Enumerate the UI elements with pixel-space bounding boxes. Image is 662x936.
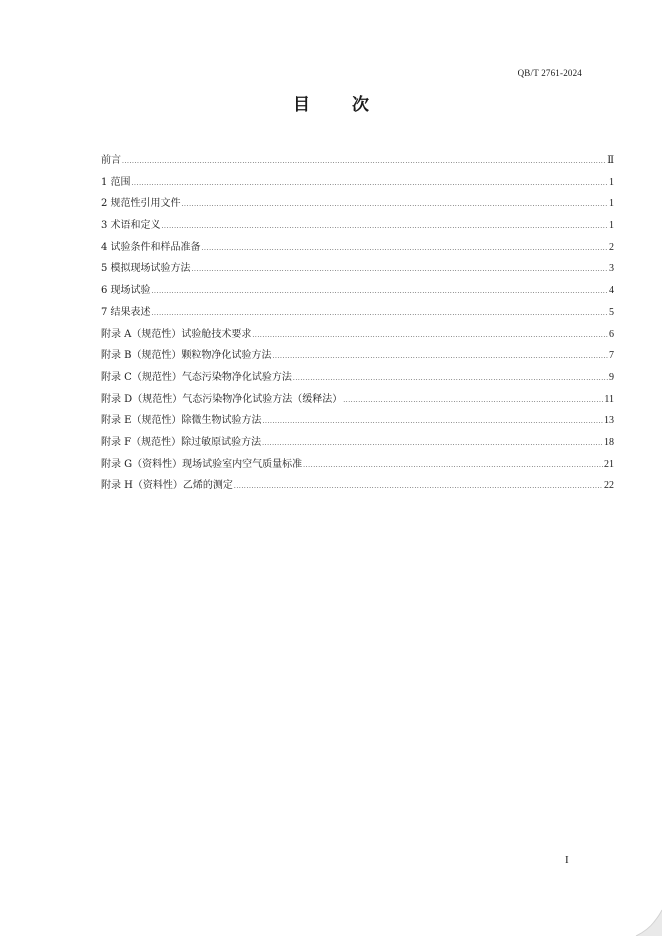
toc-entry-3[interactable]: [101, 216, 614, 236]
page-title: 目 次: [293, 95, 387, 115]
toc-entry-label: 5 模拟现场试验方法: [101, 263, 191, 275]
toc-entry-annex-c[interactable]: [101, 368, 614, 388]
toc-entry-page: 22: [604, 480, 614, 492]
toc-entry-page: 5: [609, 306, 614, 318]
page-curl-decoration: [622, 906, 662, 936]
toc-entry-page: 7: [609, 350, 614, 362]
toc-entry-page: 11: [604, 393, 614, 405]
toc-entry-2[interactable]: [101, 194, 614, 214]
toc-entry-4[interactable]: [101, 238, 614, 258]
toc-entry-6[interactable]: [101, 281, 614, 301]
toc-entry-label: 附录 G（资料性）现场试验室内空气质量标准: [101, 458, 303, 470]
toc-entry-label: 2 规范性引用文件: [101, 198, 181, 210]
toc-leader-dots: [132, 180, 608, 187]
toc-entry-page: 4: [609, 285, 614, 297]
toc-leader-dots: [252, 332, 608, 339]
toc-leader-dots: [152, 288, 608, 295]
toc-leader-dots: [122, 158, 606, 165]
toc-entry-label: 3 术语和定义: [101, 220, 161, 232]
toc-entry-label: 6 现场试验: [101, 285, 151, 297]
toc-entry-label: 附录 B（规范性）颗粒物净化试验方法: [101, 350, 272, 362]
toc-entry-page: 13: [604, 415, 614, 427]
toc-entry-annex-g[interactable]: [101, 455, 614, 475]
toc-leader-dots: [182, 201, 608, 208]
toc-entry-7[interactable]: [101, 303, 614, 323]
toc-entry-label: 附录 F（规范性）除过敏原试验方法: [101, 436, 262, 448]
toc-entry-label: 附录 C（规范性）气态污染物净化试验方法: [101, 371, 292, 383]
toc-entry-page: 9: [609, 371, 614, 383]
toc-leader-dots: [152, 310, 608, 317]
toc-leader-dots: [202, 245, 608, 252]
toc-entry-1[interactable]: [101, 173, 614, 193]
toc-leader-dots: [192, 266, 608, 273]
toc-entry-page: 1: [609, 220, 614, 232]
toc-leader-dots: [234, 483, 603, 490]
toc-entry-page: 18: [604, 436, 614, 448]
toc-entry-annex-h[interactable]: [101, 476, 614, 496]
toc-entry-page: Ⅱ: [607, 155, 614, 166]
toc-entry-label: 附录 A（规范性）试验舱技术要求: [101, 328, 252, 340]
toc-entry-label: 附录 E（规范性）除微生物试验方法: [101, 415, 262, 427]
toc-entry-annex-a[interactable]: [101, 325, 614, 345]
toc-entry-annex-d[interactable]: [101, 390, 614, 410]
toc-entry-foreword[interactable]: [101, 151, 614, 171]
toc-leader-dots: [303, 462, 603, 469]
toc-entry-label: 附录 D（规范性）气态污染物净化试验方法（缓释法）: [101, 393, 343, 405]
toc-leader-dots: [343, 397, 603, 404]
toc-leader-dots: [262, 418, 603, 425]
toc-leader-dots: [162, 223, 608, 230]
toc-entry-label: 1 范围: [101, 176, 131, 188]
toc-entry-page: 1: [609, 198, 614, 210]
toc-entry-page: 2: [609, 241, 614, 253]
page-number: I: [565, 854, 569, 866]
toc-entry-page: 6: [609, 328, 614, 340]
toc-leader-dots: [262, 440, 603, 447]
toc-entry-annex-b[interactable]: [101, 346, 614, 366]
toc-leader-dots: [293, 375, 608, 382]
table-of-contents: [101, 151, 614, 498]
toc-leader-dots: [273, 353, 608, 360]
toc-entry-label: 附录 H（资料性）乙烯的测定: [101, 480, 233, 492]
standard-code: QB/T 2761-2024: [517, 68, 582, 78]
toc-entry-label: 4 试验条件和样品准备: [101, 241, 201, 253]
toc-entry-page: 1: [609, 176, 614, 188]
toc-entry-5[interactable]: [101, 259, 614, 279]
toc-entry-annex-f[interactable]: [101, 433, 614, 453]
toc-entry-page: 3: [609, 263, 614, 275]
toc-entry-annex-e[interactable]: [101, 411, 614, 431]
toc-entry-page: 21: [604, 458, 614, 470]
toc-entry-label: 前言: [101, 155, 121, 166]
toc-entry-label: 7 结果表述: [101, 306, 151, 318]
